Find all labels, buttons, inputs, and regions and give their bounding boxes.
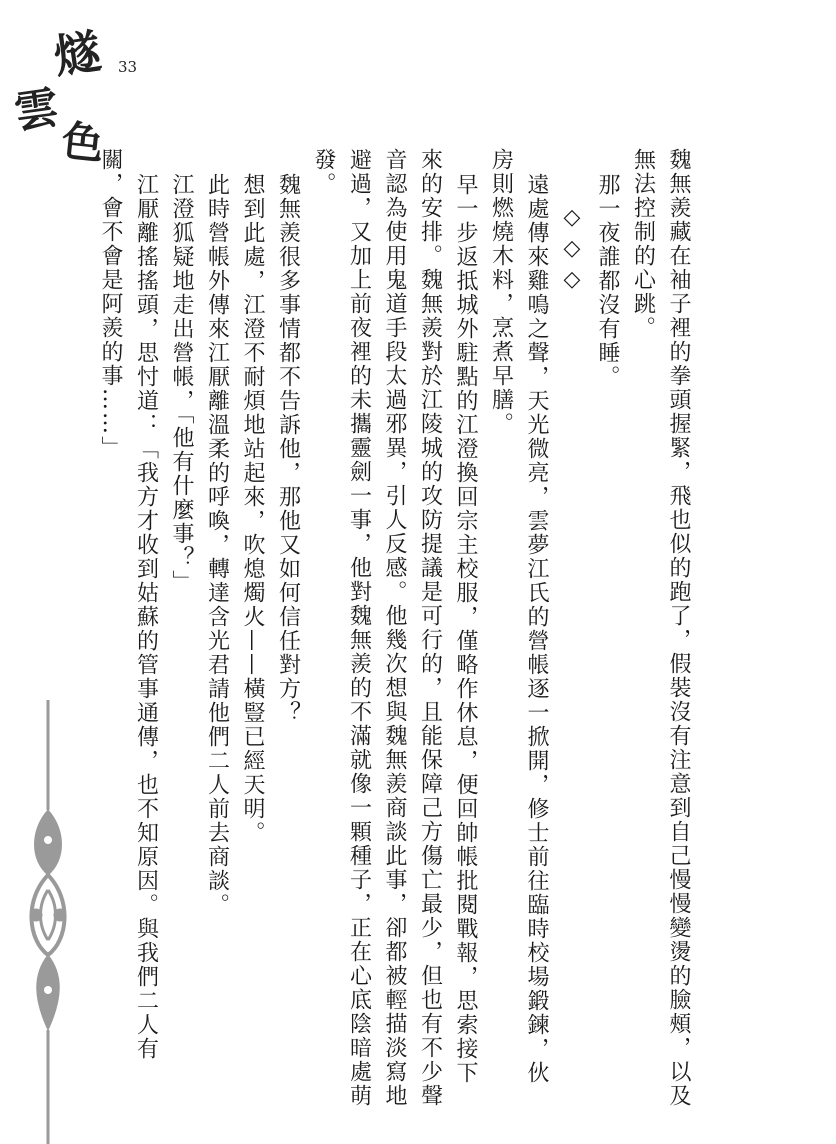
paragraph: 江澄狐疑地走出營帳，「他有什麼事？」 bbox=[169, 173, 194, 595]
paragraph: 魏無羨藏在袖子裡的拳頭握緊，飛也似的跑了，假裝沒有注意到自己慢慢變燙的臉頰，以及無法控制的心跳。 bbox=[630, 148, 691, 1108]
paragraph: 江厭離搖搖頭，思忖道：「我方才收到姑蘇的管事通傳，也不知原因。與我們二人有關，會不會是阿羨的事……」 bbox=[98, 148, 159, 1062]
page-number: 33 bbox=[118, 58, 138, 76]
paragraph: 遠處傳來雞鳴之聲，天光微亮，雲夢江氏的營帳逐一掀開，修士前往臨時校場鍛鍊，伙房則燃燒木料，烹煮早膳。 bbox=[488, 148, 549, 1086]
logo-char-3: 色 bbox=[59, 115, 107, 170]
decorative-ornament-icon bbox=[22, 700, 82, 1144]
book-title-logo bbox=[6, 14, 116, 170]
logo-char-1: 燧 bbox=[50, 24, 104, 84]
paragraph: 魏無羨很多事情都不告訴他，那他又如何信任對方？ bbox=[275, 173, 301, 726]
paragraph: 想到此處，江澄不耐煩地站起來，吹熄燭火——橫豎已經天明。 bbox=[240, 173, 265, 846]
paragraph: 此時營帳外傳來江厭離溫柔的呼喚，轉達含光君請他們二人前去商談。 bbox=[204, 173, 230, 918]
vertical-text-body bbox=[93, 148, 697, 1108]
paragraph: 那一夜誰都沒有睡。 bbox=[595, 173, 620, 390]
paragraph: 早一步返抵城外駐點的江澄換回宗主校服，僅略作休息，便回帥帳批閱戰報，思索接下來的安排。魏無羨對於江陵城的攻防提議是可行的，且能保障己方傷亡最少，但也有不少聲音認為使用鬼道手段太過邪異，引人反感。他幾次想與魏無羨商談此事，卻都被輕描淡寫地避過，又加上前夜裡的未攜靈劍一事，他對魏無羨的不滿就像一顆種子，正在心底陰暗處萌發。 bbox=[311, 148, 478, 1108]
logo-char-2: 雲 bbox=[11, 82, 62, 139]
section-break: ◇◇◇ bbox=[559, 205, 585, 299]
